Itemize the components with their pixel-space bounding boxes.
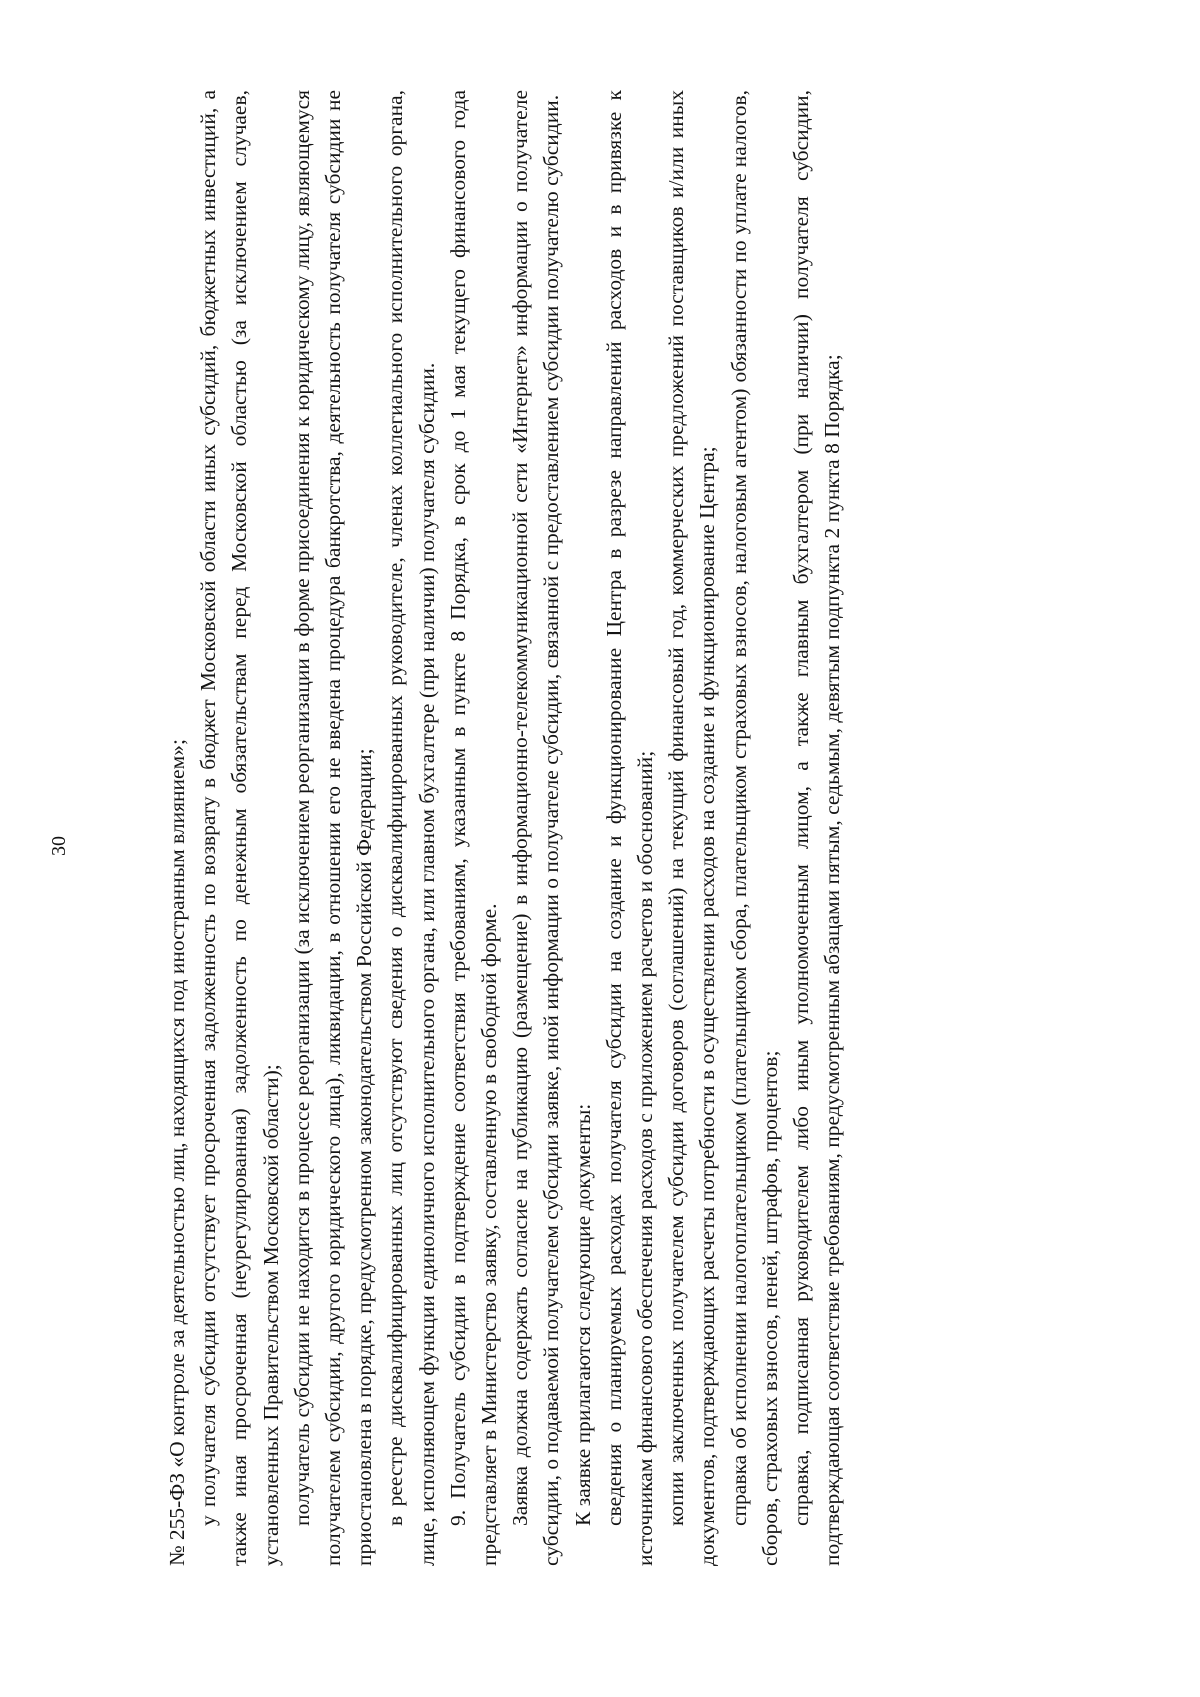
paragraph: у получателя субсидии отсутствует просроченная задолженность по возврату в бюджет Московской области иных субсидий, бюджетных инвестиций, а также иная просроченная (неурегулированная) задолженность по денежным обязательствам перед Московской областью (за исключением случаев, установленных Правительством Московской области); xyxy=(196,90,283,1566)
paragraph: в реестре дисквалифицированных лиц отсутствуют сведения о дисквалифицированных руководителе, членах коллегиального исполнительного органа, лице, исполняющем функции единоличного исполнительного органа, или главном бухгалтере (при наличии) получателя субсидии. xyxy=(383,90,439,1566)
paragraph: сведения о планируемых расходах получателя субсидии на создание и функционирование Центра в разрезе направлений расходов и в привязке к источникам финансового обеспечения расходов с приложением расчетов и обоснований; xyxy=(601,90,658,1566)
rotated-text-block xyxy=(162,90,1062,1566)
paragraph: № 255-ФЗ «О контроле за деятельностью лиц, находящихся под иностранным влиянием»; xyxy=(165,739,189,1566)
paragraph: Заявка должна содержать согласие на публикацию (размещение) в информационно-телекоммуникационной сети «Интернет» информации о получателе субсидии, о подаваемой получателем субсидии заявке, иной информации о получателе субсидии, связанной с предоставлением субсидии получателю субсидии. xyxy=(508,90,564,1566)
document-body xyxy=(162,90,848,1566)
paragraph: 9. Получатель субсидии в подтверждение соответствия требованиям, указанным в пункте 8 Порядка, в срок до 1 мая текущего финансового года представляет в Министерство заявку, составленную в свободной форме. xyxy=(445,90,502,1566)
paragraph: справка об исполнении налогоплательщиком (плательщиком сбора, плательщиком страховых взносов, налоговым агентом) обязанности по уплате налогов, сборов, страховых взносов, пеней, штрафов, процентов; xyxy=(726,90,782,1566)
paragraph: получатель субсидии не находится в процессе реорганизации (за исключением реорганизации в форме присоединения к юридическому лицу, являющемуся получателем субсидии, другого юридического лица), ликвидации, в отношении его не введена процедура банкротства, деятельность получателя субсидии не приостановлена в порядке, предусмотренном законодательством Российской Федерации; xyxy=(289,90,377,1566)
paragraph: копии заключенных получателем субсидии договоров (соглашений) на текущий финансовый год, коммерческих предложений поставщиков и/или иных документов, подтверждающих расчеты потребности в осуществлении расходов на создание и функционирование Центра; xyxy=(664,90,720,1566)
paragraph: К заявке прилагаются следующие документы: xyxy=(570,1103,595,1526)
paragraph: справка, подписанная руководителем либо иным уполномоченным лицом, а также главным бухгалтером (при наличии) получателя субсидии, подтверждающая соответствие требованиям, предусмотренным абзацами пятым, седьмым, девятым подпункта 2 пункта 8 Порядка; xyxy=(789,90,845,1566)
page-number: 30 xyxy=(48,836,70,856)
